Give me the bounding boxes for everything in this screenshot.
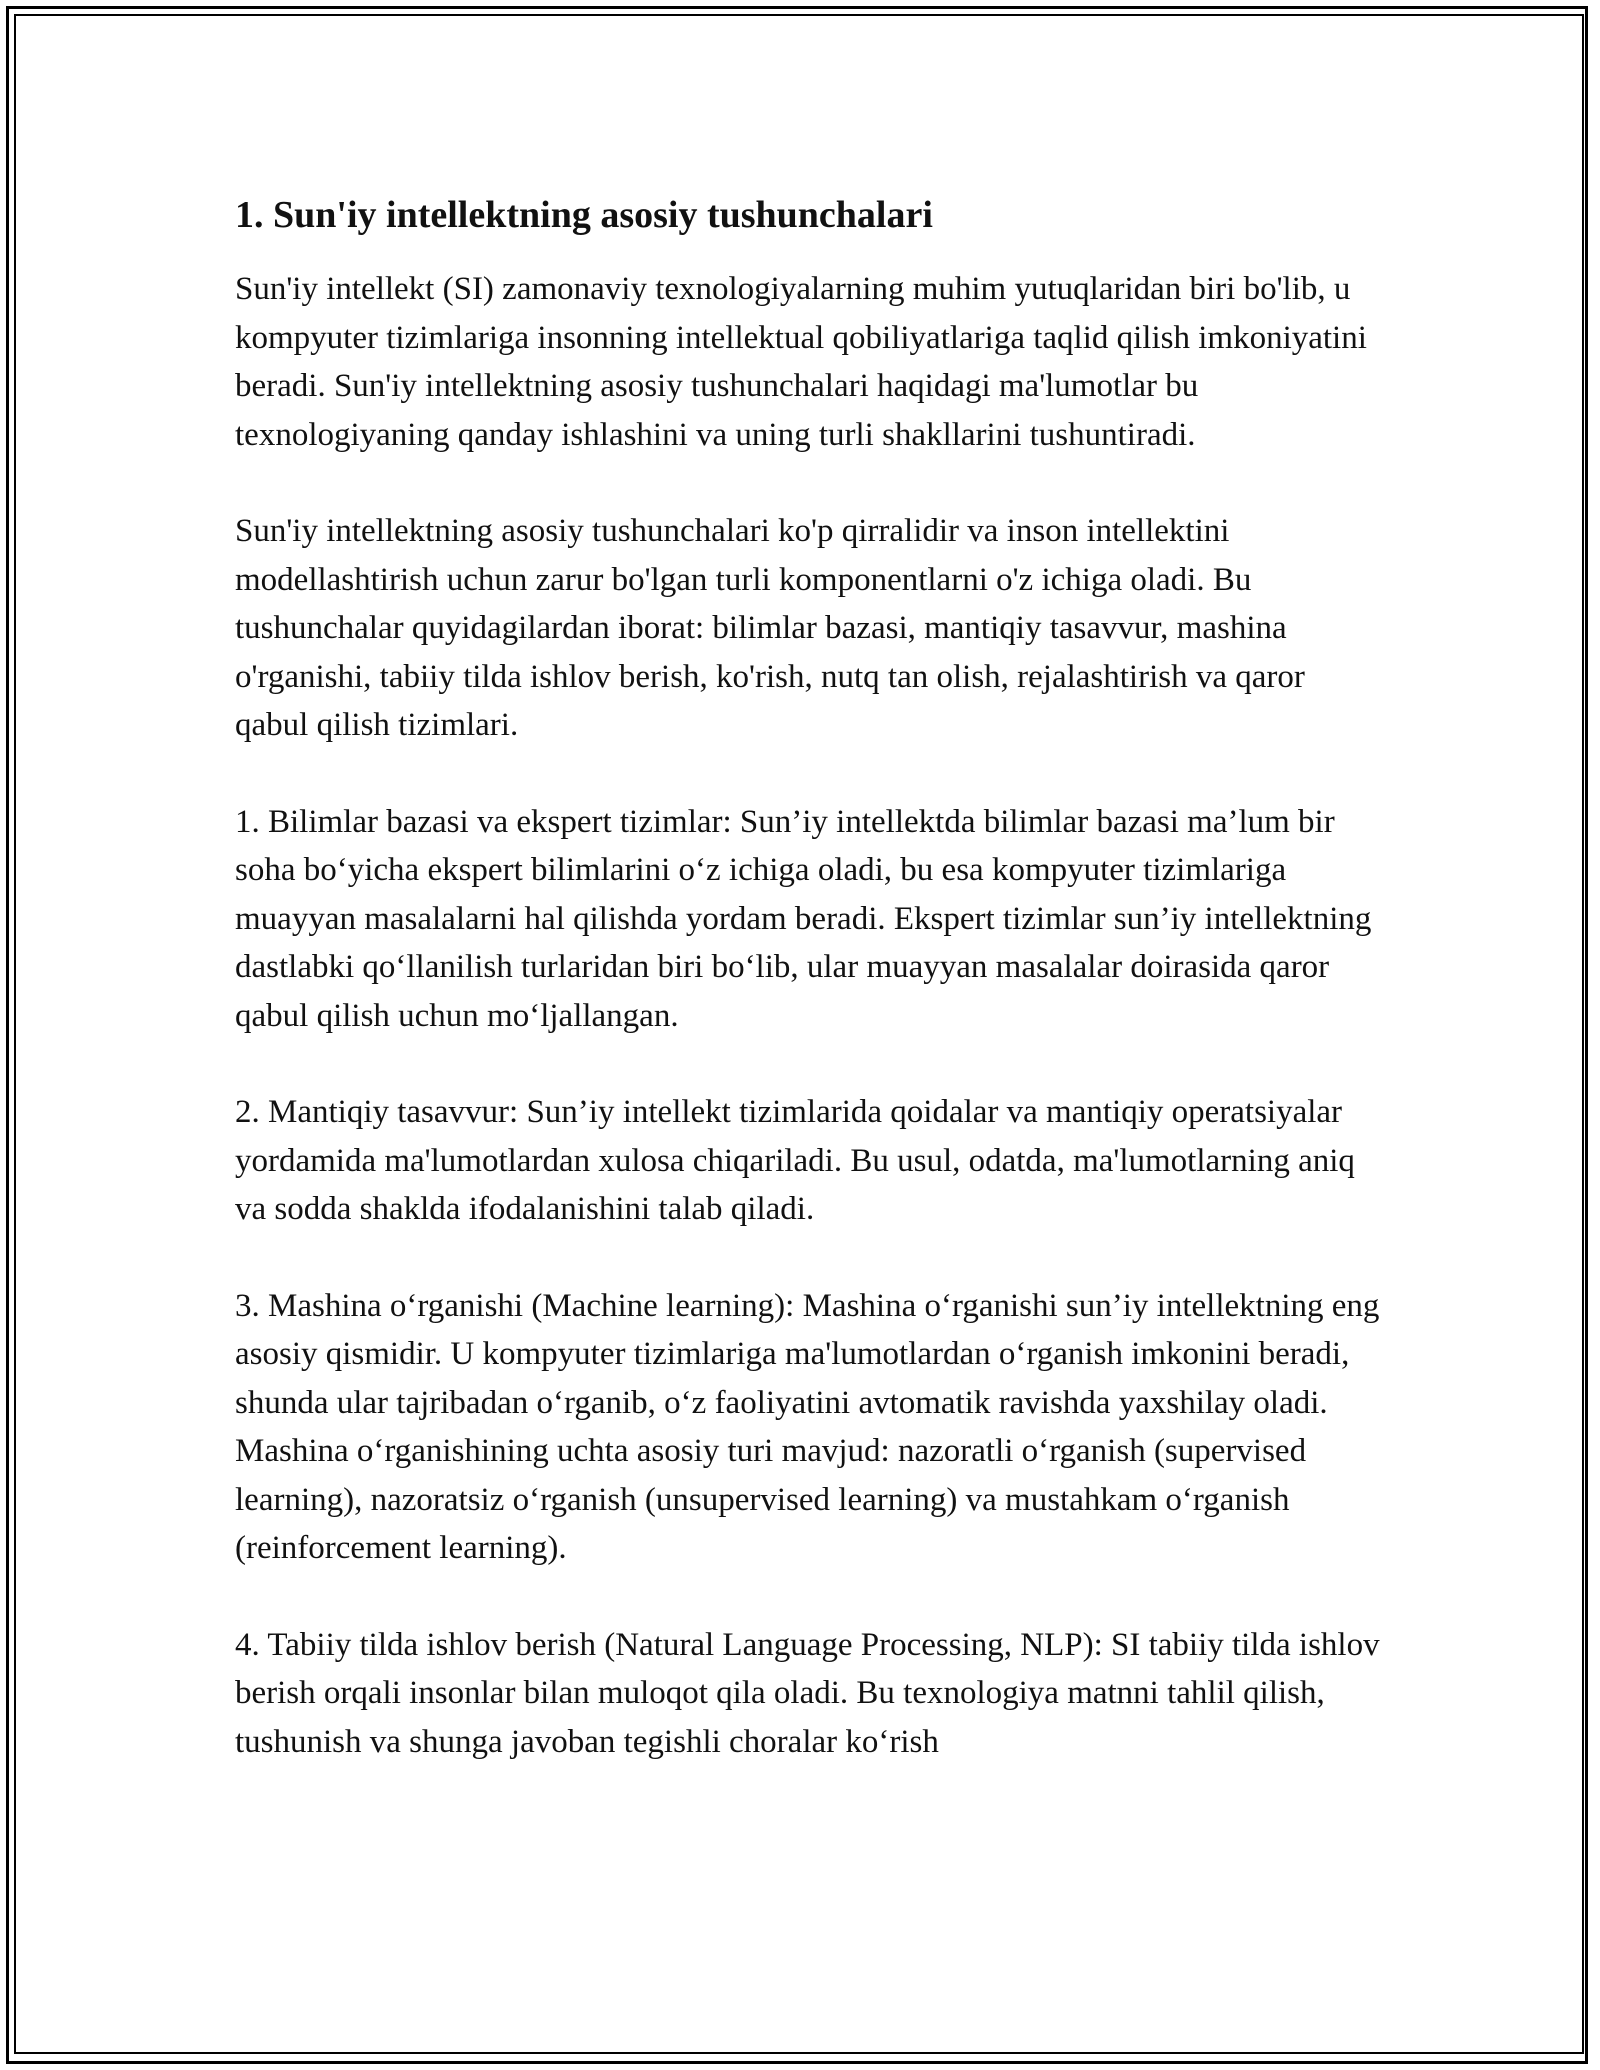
paragraph-intro: Sun'iy intellekt (SI) zamonaviy texnologiyalarning muhim yutuqlaridan biri bo'lib, u kompyuter tizimlariga insonning intellektual qobiliyatlariga taqlid qilish imkoniyatini beradi. Sun'iy intellektning asosiy tushunchalari haqidagi ma'lumotlar bu texnologiyaning qanday ishlashini va uning turli shakllarini tushuntiradi. bbox=[235, 271, 1367, 453]
document-page bbox=[235, 185, 1380, 1814]
paragraph-machine-learning: 3. Mashina o‘rganishi (Machine learning): Mashina o‘rganishi sun’iy intellektning eng asosiy qismidir. U kompyuter tizimlariga ma'lumotlardan o‘rganish imkonini beradi, shunda ular tajribadan o‘rganib, o‘z faoliyatini avtomatik ravishda yaxshilay oladi. Mashina o‘rganishining uchta asosiy turi mavjud: nazoratli o‘rganish (supervised learning), nazoratsiz o‘rganish (unsupervised learning) va mustahkam o‘rganish (reinforcement learning). bbox=[235, 1287, 1380, 1566]
paragraph-logical-reasoning: 2. Mantiqiy tasavvur: Sun’iy intellekt tizimlarida qoidalar va mantiqiy operatsiyalar yordamida ma'lumotlardan xulosa chiqariladi. Bu usul, odatda, ma'lumotlarning aniq va sodda shaklda ifodalanishini talab qiladi. bbox=[235, 1094, 1355, 1227]
paragraph-knowledge-base: 1. Bilimlar bazasi va ekspert tizimlar: Sun’iy intellektda bilimlar bazasi ma’lum bir soha bo‘yicha ekspert bilimlarini o‘z ichiga oladi, bu esa kompyuter tizimlariga muayyan masalalarni hal qilishda yordam beradi. Ekspert tizimlar sun’iy intellektning dastlabki qo‘llanilish turlaridan biri bo‘lib, ular muayyan masalalar doirasida qaror qabul qilish uchun mo‘ljallangan. bbox=[235, 803, 1372, 1034]
paragraph-concepts: Sun'iy intellektning asosiy tushunchalari ko'p qirralidir va inson intellektini modellashtirish uchun zarur bo'lgan turli komponentlarni o'z ichiga oladi. Bu tushunchalar quyidagilardan iborat: bilimlar bazasi, mantiqiy tasavvur, mashina o'rganishi, tabiiy tilda ishlov berish, ko'rish, nutq tan olish, rejalashtirish va qaror qabul qilish tizimlari. bbox=[235, 513, 1305, 743]
page-title: 1. Sun'iy intellektning asosiy tushunchalari bbox=[235, 194, 933, 236]
paragraph-nlp: 4. Tabiiy tilda ishlov berish (Natural Language Processing, NLP): SI tabiiy tilda ishlov berish orqali insonlar bilan muloqot qila oladi. Bu texnologiya matnni tahlil qilish, tushunish va shunga javoban tegishli choralar ko‘rish bbox=[235, 1626, 1380, 1760]
